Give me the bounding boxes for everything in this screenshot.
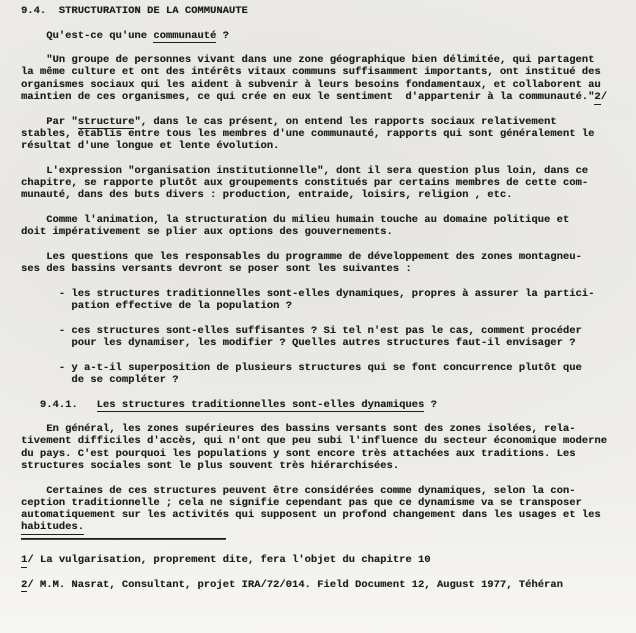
paragraph-line: Les questions que les responsables du programme de développement des zones montagneu- bbox=[21, 250, 582, 263]
bullet-line: - ces structures sont-elles suffisantes ? Si tel n'est pas le cas, comment procéder bbox=[21, 324, 582, 337]
question-line: Qu'est-ce qu'une communauté ? bbox=[21, 29, 229, 42]
paragraph-line: organismes sociaux qui les aident à subvenir à leurs besoins fondamentaux, et collaborent au bbox=[21, 78, 601, 91]
blank-line bbox=[21, 566, 636, 578]
bullet-line: de se compléter ? bbox=[21, 373, 179, 386]
blank-line bbox=[21, 349, 636, 361]
bullet-line: - les structures traditionnelles sont-elles dynamiques, propres à assurer la partici- bbox=[21, 287, 595, 300]
paragraph-line: la même culture et ont des intérêts vitaux communs suffisamment importants, ont institué des bbox=[21, 66, 601, 79]
paragraph-line: ception traditionnelle ; cela ne signifie cependant pas que ce dynamisme va se transposer bbox=[21, 496, 582, 509]
paragraph-line: structures sociales sont le plus souvent très hiérarchisées. bbox=[21, 459, 400, 472]
blank-line bbox=[21, 276, 636, 288]
bullet-line: pour les dynamiser, les modifier ? Quelles autres structures faut-il envisager ? bbox=[21, 337, 576, 350]
paragraph-line: "Un groupe de personnes vivant dans une zone géographique bien délimitée, qui partagent bbox=[21, 54, 595, 67]
paragraph-line: Par "structure", dans le cas présent, on entend les rapports sociaux relativement bbox=[21, 115, 557, 128]
paragraph-line: doit impérativement se plier aux options des gouvernements. bbox=[21, 226, 393, 239]
paragraph-line: du pays. C'est pourquoi les populations y sont encore très attachées aux traditions. Les bbox=[21, 447, 576, 460]
blank-line bbox=[21, 386, 636, 398]
paragraph-line: chapitre, se rapporte plutôt aux groupements constitués par certains membres de cette com- bbox=[21, 177, 589, 190]
paragraph-line: munauté, dans des buts divers : production, entraide, loisirs, religion , etc. bbox=[21, 189, 513, 202]
blank-line bbox=[21, 103, 636, 115]
bullet-line: - y a-t-il superposition de plusieurs structures qui se font concurrence plutôt que bbox=[21, 361, 582, 374]
paragraph-line: résultat d'une longue et lente évolution. bbox=[21, 140, 280, 153]
paragraph-line: En général, les zones supérieures des bassins versants sont des zones isolées, rela- bbox=[21, 423, 576, 436]
blank-line bbox=[21, 42, 636, 54]
paragraph-line: L'expression "organisation institutionnelle", dont il sera question plus loin, dans ce bbox=[21, 164, 589, 177]
blank-line bbox=[21, 17, 636, 29]
document-text bbox=[21, 5, 636, 591]
blank-line bbox=[21, 202, 636, 214]
footnote-separator-rule bbox=[21, 534, 636, 542]
paragraph-line: automatiquement sur les activités qui supposent un profond changement dans les usages et les bbox=[21, 509, 601, 522]
paragraph-line: tivement difficiles d'accès, qui n'ont que peu subi l'influence du secteur économique moderne bbox=[21, 435, 607, 448]
blank-line bbox=[21, 472, 636, 484]
blank-line bbox=[21, 312, 636, 324]
section-heading: 9.4. STRUCTURATION DE LA COMMUNAUTE bbox=[21, 5, 248, 17]
blank-line bbox=[21, 542, 636, 554]
paragraph-line: Comme l'animation, la structuration du milieu humain touche au domaine politique et bbox=[21, 214, 570, 227]
paragraph-line: stables, établis entre tous les membres d'une communauté, rapports qui sont généralement le bbox=[21, 127, 595, 140]
blank-line bbox=[21, 411, 636, 423]
paragraph-line: ses des bassins versants devront se poser sont les suivantes : bbox=[21, 263, 412, 276]
paragraph-line: Certaines de ces structures peuvent être considérées comme dynamiques, selon la con- bbox=[21, 484, 576, 497]
paragraph-line: maintien de ces organismes, ce qui crée en eux le sentiment d'appartenir à la communauté."2/ bbox=[21, 91, 608, 104]
bullet-line: pation effective de la population ? bbox=[21, 300, 292, 313]
footnote-line: 1/ La vulgarisation, proprement dite, fera l'objet du chapitre 10 bbox=[21, 554, 431, 567]
blank-line bbox=[21, 153, 636, 165]
blank-line bbox=[21, 239, 636, 251]
paragraph-line: habitudes. bbox=[21, 521, 85, 534]
footnote-line: 2/ M.M. Nasrat, Consultant, projet IRA/72/014. Field Document 12, August 1977, Téhéran bbox=[21, 578, 563, 591]
subsection-heading: 9.4.1. Les structures traditionnelles sont-elles dynamiques ? bbox=[21, 398, 437, 411]
